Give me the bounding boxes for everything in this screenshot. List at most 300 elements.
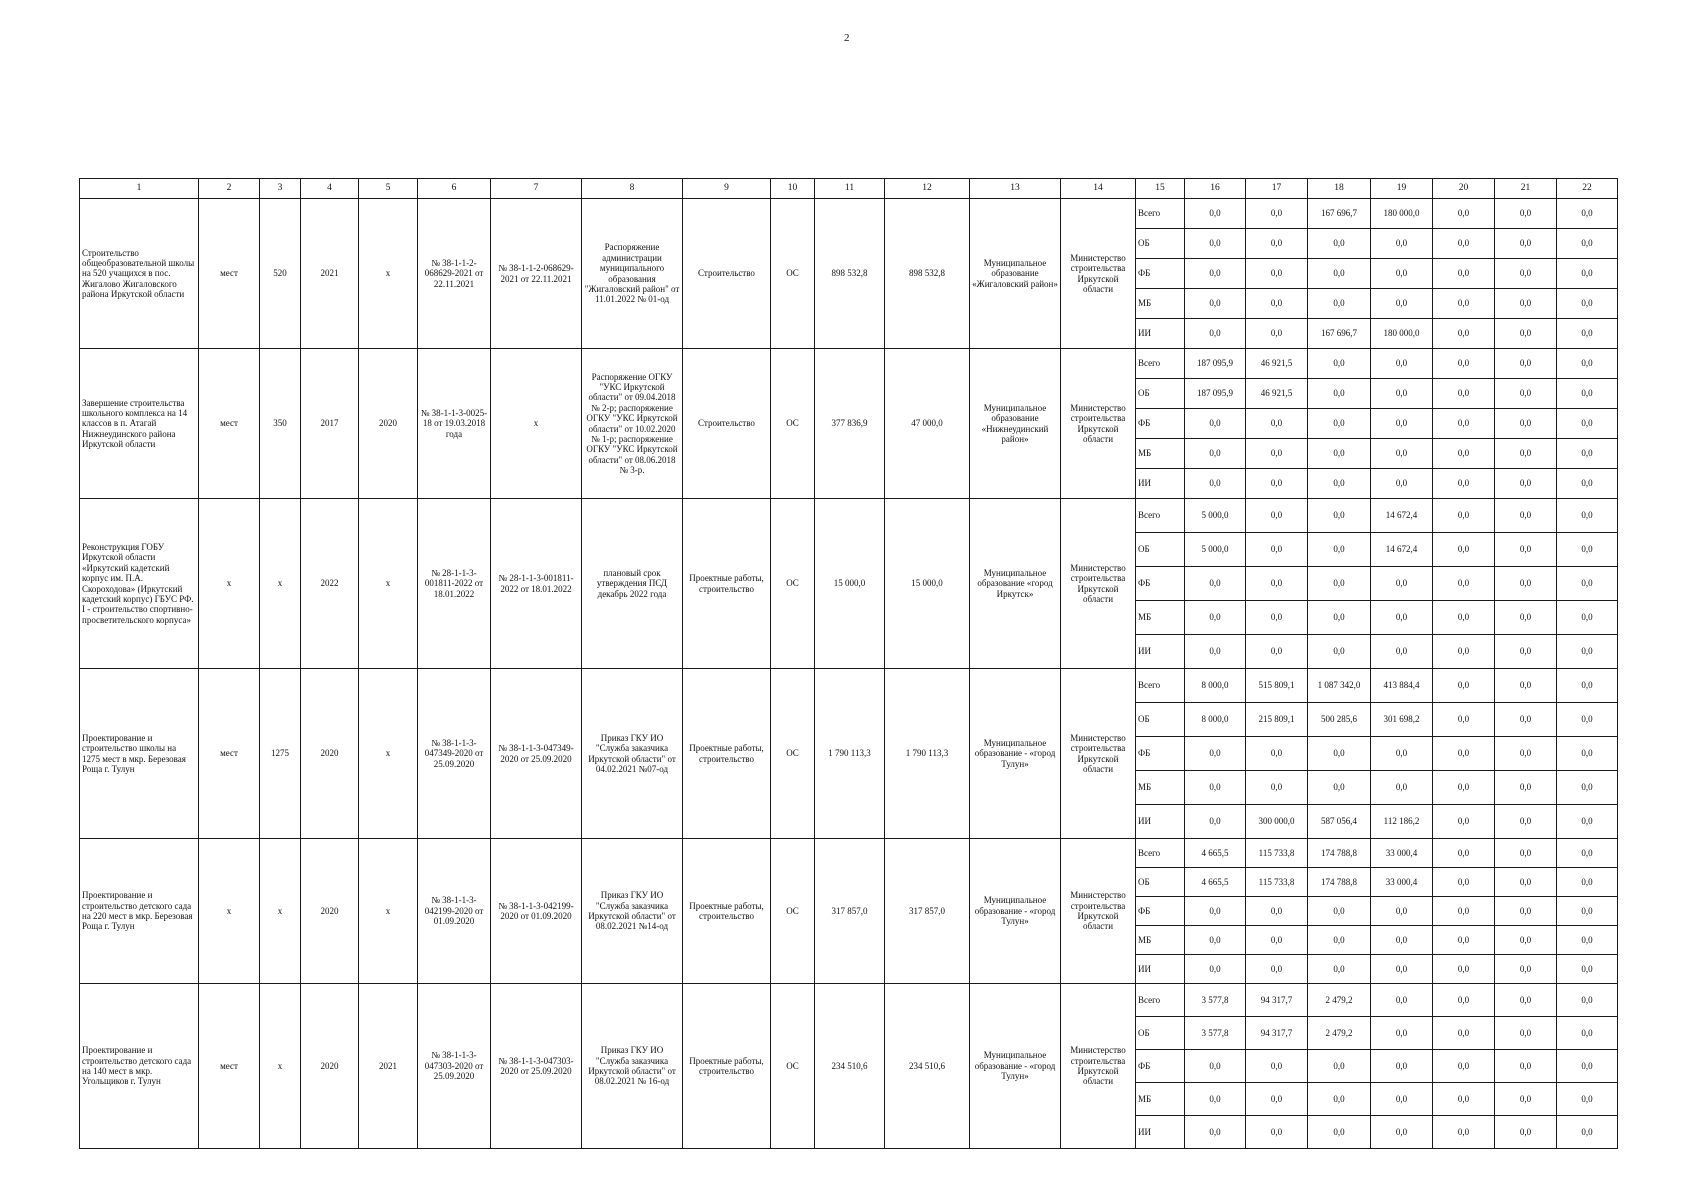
funding-amount: 0,0 [1308, 229, 1371, 259]
responsible-ministry: Министерство строительства Иркутской области [1061, 839, 1136, 984]
table-row [80, 349, 1618, 379]
funding-amount: 0,0 [1495, 259, 1557, 289]
funding-amount: 0,0 [1557, 439, 1618, 469]
funding-amount: 0,0 [1246, 955, 1308, 984]
funding-amount: 0,0 [1185, 409, 1246, 439]
funding-source: ИИ [1136, 319, 1185, 349]
column-header: 17 [1246, 179, 1308, 199]
funding-amount: 587 056,4 [1308, 805, 1371, 839]
funding-source: ФБ [1136, 1050, 1185, 1083]
funding-amount: 0,0 [1433, 289, 1495, 319]
funding-amount: 33 000,4 [1371, 868, 1433, 897]
funding-source: МБ [1136, 771, 1185, 805]
object-name: Проектирование и строительство школы на 1275 мест в мкр. Березовая Роща г. Тулун [80, 669, 199, 839]
funding-amount: 300 000,0 [1246, 805, 1308, 839]
table-row [80, 839, 1618, 868]
funding-amount: 0,0 [1495, 379, 1557, 409]
funding-source: МБ [1136, 1083, 1185, 1116]
funding-amount: 0,0 [1308, 349, 1371, 379]
funding-amount: 0,0 [1495, 469, 1557, 499]
object-name: Проектирование и строительство детского сада на 220 мест в мкр. Березовая Роща г. Тулун [80, 839, 199, 984]
funding-amount: 1 087 342,0 [1308, 669, 1371, 703]
funding-source: ФБ [1136, 567, 1185, 601]
municipality: Муниципальное образование - «город Тулун» [970, 984, 1061, 1149]
funding-amount: 4 665,5 [1185, 839, 1246, 868]
column-header: 11 [815, 179, 885, 199]
page-number: 2 [844, 32, 850, 44]
funding-amount: 0,0 [1433, 926, 1495, 955]
work-type: Проектные работы, строительство [683, 499, 771, 669]
funding-amount: 46 921,5 [1246, 379, 1308, 409]
funding-amount: 0,0 [1371, 601, 1433, 635]
funding-amount: 0,0 [1557, 379, 1618, 409]
funding-amount: 0,0 [1246, 199, 1308, 229]
funding-amount: 0,0 [1557, 469, 1618, 499]
funding-amount: 0,0 [1371, 1116, 1433, 1149]
municipality: Муниципальное образование - «город Тулун» [970, 669, 1061, 839]
start-year: 2021 [301, 199, 359, 349]
funding-amount: 0,0 [1433, 984, 1495, 1017]
funding-amount: 115 733,8 [1246, 839, 1308, 868]
column-header: 13 [970, 179, 1061, 199]
unit-of-measure: мест [199, 669, 260, 839]
funding-amount: 0,0 [1433, 1017, 1495, 1050]
funding-amount: 0,0 [1371, 984, 1433, 1017]
funding-amount: 0,0 [1185, 259, 1246, 289]
funding-amount: 0,0 [1495, 669, 1557, 703]
start-year: 2020 [301, 984, 359, 1149]
expertise-number: № 38-1-1-3-042199-2020 от 01.09.2020 [491, 839, 582, 984]
object-type: ОС [771, 499, 815, 669]
funding-amount: 0,0 [1308, 737, 1371, 771]
funding-amount: 0,0 [1246, 533, 1308, 567]
funding-amount: 0,0 [1308, 635, 1371, 669]
funding-amount: 0,0 [1246, 289, 1308, 319]
funding-amount: 0,0 [1308, 409, 1371, 439]
funding-amount: 0,0 [1308, 926, 1371, 955]
funding-amount: 0,0 [1557, 839, 1618, 868]
funding-amount: 0,0 [1308, 1083, 1371, 1116]
funding-amount: 0,0 [1495, 955, 1557, 984]
column-header: 2 [199, 179, 260, 199]
funding-amount: 0,0 [1495, 229, 1557, 259]
funding-amount: 0,0 [1246, 1083, 1308, 1116]
funding-amount: 0,0 [1371, 289, 1433, 319]
funding-amount: 0,0 [1433, 635, 1495, 669]
funding-amount: 0,0 [1185, 289, 1246, 319]
object-type: ОС [771, 669, 815, 839]
table-row [80, 499, 1618, 533]
funding-amount: 0,0 [1246, 737, 1308, 771]
funding-amount: 0,0 [1308, 771, 1371, 805]
object-name: Проектирование и строительство детского сада на 140 мест в мкр. Угольщиков г. Тулун [80, 984, 199, 1149]
funding-amount: 0,0 [1495, 839, 1557, 868]
investment-objects-table [79, 178, 1618, 1149]
funding-source: Всего [1136, 499, 1185, 533]
funding-amount: 0,0 [1185, 1116, 1246, 1149]
expertise-conclusion: № 38-1-1-3-047303-2020 от 25.09.2020 [418, 984, 491, 1149]
funding-amount: 0,0 [1557, 669, 1618, 703]
work-type: Проектные работы, строительство [683, 984, 771, 1149]
funding-amount: 0,0 [1557, 567, 1618, 601]
funding-amount: 0,0 [1495, 319, 1557, 349]
estimated-cost: 317 857,0 [815, 839, 885, 984]
column-header: 21 [1495, 179, 1557, 199]
unit-of-measure: х [199, 499, 260, 669]
funding-amount: 5 000,0 [1185, 499, 1246, 533]
funding-amount: 0,0 [1433, 839, 1495, 868]
funding-source: МБ [1136, 439, 1185, 469]
funding-amount: 0,0 [1371, 379, 1433, 409]
funding-amount: 0,0 [1371, 635, 1433, 669]
expertise-number: № 38-1-1-2-068629-2021 от 22.11.2021 [491, 199, 582, 349]
funding-amount: 0,0 [1246, 771, 1308, 805]
funding-amount: 0,0 [1185, 635, 1246, 669]
expertise-number: № 38-1-1-3-047349-2020 от 25.09.2020 [491, 669, 582, 839]
table-row [80, 199, 1618, 229]
remaining-cost: 47 000,0 [885, 349, 970, 499]
capacity: 520 [260, 199, 301, 349]
funding-amount: 0,0 [1246, 897, 1308, 926]
funding-source: ИИ [1136, 805, 1185, 839]
end-year: х [359, 499, 418, 669]
funding-amount: 0,0 [1308, 1116, 1371, 1149]
funding-source: Всего [1136, 839, 1185, 868]
funding-amount: 0,0 [1371, 737, 1433, 771]
estimated-cost: 234 510,6 [815, 984, 885, 1149]
capacity: х [260, 839, 301, 984]
funding-amount: 0,0 [1495, 199, 1557, 229]
estimated-cost: 1 790 113,3 [815, 669, 885, 839]
funding-amount: 0,0 [1308, 955, 1371, 984]
expertise-conclusion: № 38-1-1-2-068629-2021 от 22.11.2021 [418, 199, 491, 349]
funding-amount: 0,0 [1495, 409, 1557, 439]
funding-amount: 180 000,0 [1371, 199, 1433, 229]
funding-amount: 0,0 [1371, 1050, 1433, 1083]
funding-amount: 0,0 [1371, 1083, 1433, 1116]
approval-document: Распоряжение ОГКУ "УКС Иркутской области" от 09.04.2018 № 2-р; распоряжение ОГКУ "УКС Иркутской области" от 10.02.2020 № 1-р; распоряжение ОГКУ "УКС Иркутской области" от 08.06.2018 № 3-р. [582, 349, 683, 499]
remaining-cost: 898 532,8 [885, 199, 970, 349]
funding-amount: 0,0 [1557, 229, 1618, 259]
funding-source: МБ [1136, 926, 1185, 955]
capacity: 1275 [260, 669, 301, 839]
table-row [80, 984, 1618, 1017]
capacity: х [260, 984, 301, 1149]
expertise-conclusion: № 38-1-1-3-042199-2020 от 01.09.2020 [418, 839, 491, 984]
remaining-cost: 1 790 113,3 [885, 669, 970, 839]
funding-source: Всего [1136, 669, 1185, 703]
funding-amount: 0,0 [1557, 955, 1618, 984]
column-number-header [80, 179, 1618, 199]
work-type: Строительство [683, 349, 771, 499]
funding-source: ИИ [1136, 1116, 1185, 1149]
responsible-ministry: Министерство строительства Иркутской области [1061, 199, 1136, 349]
funding-amount: 0,0 [1246, 469, 1308, 499]
funding-source: ИИ [1136, 955, 1185, 984]
funding-amount: 0,0 [1185, 229, 1246, 259]
column-header: 9 [683, 179, 771, 199]
funding-amount: 0,0 [1557, 533, 1618, 567]
funding-amount: 0,0 [1246, 499, 1308, 533]
funding-amount: 0,0 [1185, 1083, 1246, 1116]
funding-amount: 0,0 [1495, 868, 1557, 897]
remaining-cost: 15 000,0 [885, 499, 970, 669]
funding-amount: 0,0 [1371, 439, 1433, 469]
column-header: 4 [301, 179, 359, 199]
end-year: 2021 [359, 984, 418, 1149]
funding-amount: 0,0 [1557, 319, 1618, 349]
start-year: 2020 [301, 839, 359, 984]
funding-amount: 0,0 [1433, 439, 1495, 469]
funding-amount: 0,0 [1433, 409, 1495, 439]
funding-amount: 33 000,4 [1371, 839, 1433, 868]
approval-document: Приказ ГКУ ИО "Служба заказчика Иркутской области" от 08.02.2021 № 16-од [582, 984, 683, 1149]
funding-source: Всего [1136, 984, 1185, 1017]
column-header: 18 [1308, 179, 1371, 199]
funding-amount: 0,0 [1557, 349, 1618, 379]
object-name: Завершение строительства школьного комплекса на 14 классов в п. Атагай Нижнеудинского района Иркутской области [80, 349, 199, 499]
funding-amount: 0,0 [1185, 805, 1246, 839]
funding-amount: 0,0 [1185, 737, 1246, 771]
funding-amount: 0,0 [1246, 635, 1308, 669]
funding-amount: 0,0 [1433, 499, 1495, 533]
approval-document: плановый срок утверждения ПСД декабрь 2022 года [582, 499, 683, 669]
funding-amount: 0,0 [1246, 1050, 1308, 1083]
funding-amount: 0,0 [1246, 601, 1308, 635]
funding-amount: 0,0 [1371, 259, 1433, 289]
remaining-cost: 317 857,0 [885, 839, 970, 984]
funding-amount: 0,0 [1433, 897, 1495, 926]
end-year: х [359, 669, 418, 839]
funding-amount: 0,0 [1371, 349, 1433, 379]
funding-amount: 0,0 [1495, 926, 1557, 955]
unit-of-measure: мест [199, 984, 260, 1149]
column-header: 7 [491, 179, 582, 199]
funding-amount: 0,0 [1557, 409, 1618, 439]
funding-amount: 0,0 [1308, 379, 1371, 409]
funding-amount: 0,0 [1495, 499, 1557, 533]
funding-amount: 0,0 [1371, 1017, 1433, 1050]
funding-amount: 0,0 [1557, 259, 1618, 289]
responsible-ministry: Министерство строительства Иркутской области [1061, 984, 1136, 1149]
column-header: 12 [885, 179, 970, 199]
column-header: 22 [1557, 179, 1618, 199]
funding-amount: 14 672,4 [1371, 533, 1433, 567]
unit-of-measure: х [199, 839, 260, 984]
funding-amount: 0,0 [1433, 567, 1495, 601]
funding-amount: 0,0 [1557, 499, 1618, 533]
funding-amount: 0,0 [1246, 409, 1308, 439]
funding-amount: 180 000,0 [1371, 319, 1433, 349]
estimated-cost: 898 532,8 [815, 199, 885, 349]
funding-amount: 0,0 [1495, 1017, 1557, 1050]
municipality: Муниципальное образование «город Иркутск» [970, 499, 1061, 669]
funding-amount: 0,0 [1433, 349, 1495, 379]
funding-source: МБ [1136, 289, 1185, 319]
funding-amount: 0,0 [1557, 635, 1618, 669]
funding-amount: 0,0 [1433, 319, 1495, 349]
funding-amount: 174 788,8 [1308, 868, 1371, 897]
funding-amount: 0,0 [1495, 1050, 1557, 1083]
funding-amount: 0,0 [1308, 1050, 1371, 1083]
funding-amount: 0,0 [1246, 1116, 1308, 1149]
estimated-cost: 15 000,0 [815, 499, 885, 669]
funding-amount: 0,0 [1495, 984, 1557, 1017]
column-header: 5 [359, 179, 418, 199]
funding-amount: 0,0 [1557, 199, 1618, 229]
funding-amount: 0,0 [1433, 669, 1495, 703]
end-year: 2020 [359, 349, 418, 499]
funding-amount: 215 809,1 [1246, 703, 1308, 737]
capacity: 350 [260, 349, 301, 499]
funding-source: ИИ [1136, 469, 1185, 499]
funding-amount: 0,0 [1185, 955, 1246, 984]
object-name: Реконструкция ГОБУ Иркутской области «Иркутский кадетский корпус им. П.А. Скороходова» (Иркутский кадетский корпус) ГБУС РФ. I - строительство спортивно-просветительского корпуса» [80, 499, 199, 669]
approval-document: Приказ ГКУ ИО "Служба заказчика Иркутской области" от 08.02.2021 №14-од [582, 839, 683, 984]
expertise-conclusion: № 38-1-1-3-047349-2020 от 25.09.2020 [418, 669, 491, 839]
funding-amount: 0,0 [1557, 289, 1618, 319]
funding-amount: 0,0 [1185, 319, 1246, 349]
funding-amount: 0,0 [1371, 897, 1433, 926]
funding-amount: 0,0 [1308, 897, 1371, 926]
funding-amount: 14 672,4 [1371, 499, 1433, 533]
object-type: ОС [771, 199, 815, 349]
funding-amount: 0,0 [1557, 805, 1618, 839]
object-name: Строительство общеобразовательной школы на 520 учащихся в пос. Жигалово Жигаловского района Иркутской области [80, 199, 199, 349]
start-year: 2022 [301, 499, 359, 669]
funding-amount: 0,0 [1371, 567, 1433, 601]
funding-amount: 0,0 [1308, 499, 1371, 533]
funding-amount: 0,0 [1371, 926, 1433, 955]
funding-amount: 0,0 [1308, 601, 1371, 635]
unit-of-measure: мест [199, 349, 260, 499]
responsible-ministry: Министерство строительства Иркутской области [1061, 349, 1136, 499]
funding-amount: 0,0 [1495, 349, 1557, 379]
funding-amount: 0,0 [1433, 469, 1495, 499]
funding-amount: 0,0 [1371, 955, 1433, 984]
funding-amount: 94 317,7 [1246, 984, 1308, 1017]
funding-amount: 0,0 [1495, 771, 1557, 805]
funding-amount: 0,0 [1246, 926, 1308, 955]
approval-document: Приказ ГКУ ИО "Служба заказчика Иркутской области" от 04.02.2021 №07-од [582, 669, 683, 839]
funding-amount: 0,0 [1433, 955, 1495, 984]
funding-amount: 500 285,6 [1308, 703, 1371, 737]
table-row [80, 669, 1618, 703]
expertise-number: № 38-1-1-3-047303-2020 от 25.09.2020 [491, 984, 582, 1149]
funding-source: ОБ [1136, 229, 1185, 259]
funding-amount: 0,0 [1246, 567, 1308, 601]
funding-amount: 0,0 [1371, 229, 1433, 259]
funding-amount: 0,0 [1495, 601, 1557, 635]
funding-amount: 0,0 [1495, 635, 1557, 669]
start-year: 2017 [301, 349, 359, 499]
funding-amount: 0,0 [1557, 897, 1618, 926]
funding-amount: 0,0 [1495, 1116, 1557, 1149]
funding-amount: 5 000,0 [1185, 533, 1246, 567]
funding-source: ОБ [1136, 379, 1185, 409]
funding-amount: 413 884,4 [1371, 669, 1433, 703]
funding-amount: 0,0 [1246, 229, 1308, 259]
funding-amount: 0,0 [1185, 567, 1246, 601]
unit-of-measure: мест [199, 199, 260, 349]
funding-amount: 0,0 [1495, 439, 1557, 469]
funding-amount: 515 809,1 [1246, 669, 1308, 703]
municipality: Муниципальное образование «Нижнеудинский район» [970, 349, 1061, 499]
funding-amount: 187 095,9 [1185, 349, 1246, 379]
expertise-conclusion: № 28-1-1-3-001811-2022 от 18.01.2022 [418, 499, 491, 669]
column-header: 19 [1371, 179, 1433, 199]
funding-amount: 0,0 [1185, 601, 1246, 635]
funding-amount: 0,0 [1246, 319, 1308, 349]
funding-amount: 0,0 [1557, 1116, 1618, 1149]
expertise-conclusion: № 38-1-1-3-0025-18 от 19.03.2018 года [418, 349, 491, 499]
funding-source: ОБ [1136, 1017, 1185, 1050]
funding-source: ФБ [1136, 897, 1185, 926]
funding-amount: 0,0 [1185, 469, 1246, 499]
funding-amount: 0,0 [1433, 868, 1495, 897]
funding-amount: 0,0 [1185, 1050, 1246, 1083]
funding-source: ИИ [1136, 635, 1185, 669]
end-year: х [359, 839, 418, 984]
funding-amount: 0,0 [1308, 259, 1371, 289]
funding-amount: 0,0 [1433, 199, 1495, 229]
funding-amount: 94 317,7 [1246, 1017, 1308, 1050]
object-type: ОС [771, 349, 815, 499]
funding-amount: 0,0 [1246, 439, 1308, 469]
funding-amount: 0,0 [1557, 868, 1618, 897]
capacity: х [260, 499, 301, 669]
column-header: 3 [260, 179, 301, 199]
funding-amount: 0,0 [1495, 897, 1557, 926]
funding-amount: 0,0 [1371, 771, 1433, 805]
funding-amount: 0,0 [1371, 469, 1433, 499]
funding-amount: 0,0 [1433, 805, 1495, 839]
funding-amount: 0,0 [1433, 1116, 1495, 1149]
funding-source: Всего [1136, 199, 1185, 229]
funding-amount: 0,0 [1557, 1017, 1618, 1050]
funding-amount: 0,0 [1433, 737, 1495, 771]
funding-amount: 0,0 [1557, 1083, 1618, 1116]
funding-amount: 8 000,0 [1185, 703, 1246, 737]
column-header: 14 [1061, 179, 1136, 199]
funding-amount: 0,0 [1433, 1050, 1495, 1083]
funding-amount: 167 696,7 [1308, 319, 1371, 349]
funding-amount: 0,0 [1495, 703, 1557, 737]
funding-source: Всего [1136, 349, 1185, 379]
column-header: 10 [771, 179, 815, 199]
funding-source: ОБ [1136, 868, 1185, 897]
funding-source: ФБ [1136, 259, 1185, 289]
funding-amount: 0,0 [1433, 1083, 1495, 1116]
funding-amount: 0,0 [1185, 897, 1246, 926]
funding-amount: 0,0 [1308, 439, 1371, 469]
funding-amount: 2 479,2 [1308, 984, 1371, 1017]
funding-amount: 187 095,9 [1185, 379, 1246, 409]
column-header: 15 [1136, 179, 1185, 199]
funding-amount: 0,0 [1495, 737, 1557, 771]
funding-amount: 0,0 [1433, 601, 1495, 635]
funding-amount: 0,0 [1433, 229, 1495, 259]
funding-amount: 0,0 [1433, 533, 1495, 567]
funding-amount: 0,0 [1557, 926, 1618, 955]
funding-amount: 0,0 [1557, 737, 1618, 771]
funding-amount: 46 921,5 [1246, 349, 1308, 379]
funding-amount: 0,0 [1246, 259, 1308, 289]
funding-amount: 0,0 [1433, 771, 1495, 805]
funding-amount: 0,0 [1371, 409, 1433, 439]
funding-source: ОБ [1136, 533, 1185, 567]
column-header: 16 [1185, 179, 1246, 199]
